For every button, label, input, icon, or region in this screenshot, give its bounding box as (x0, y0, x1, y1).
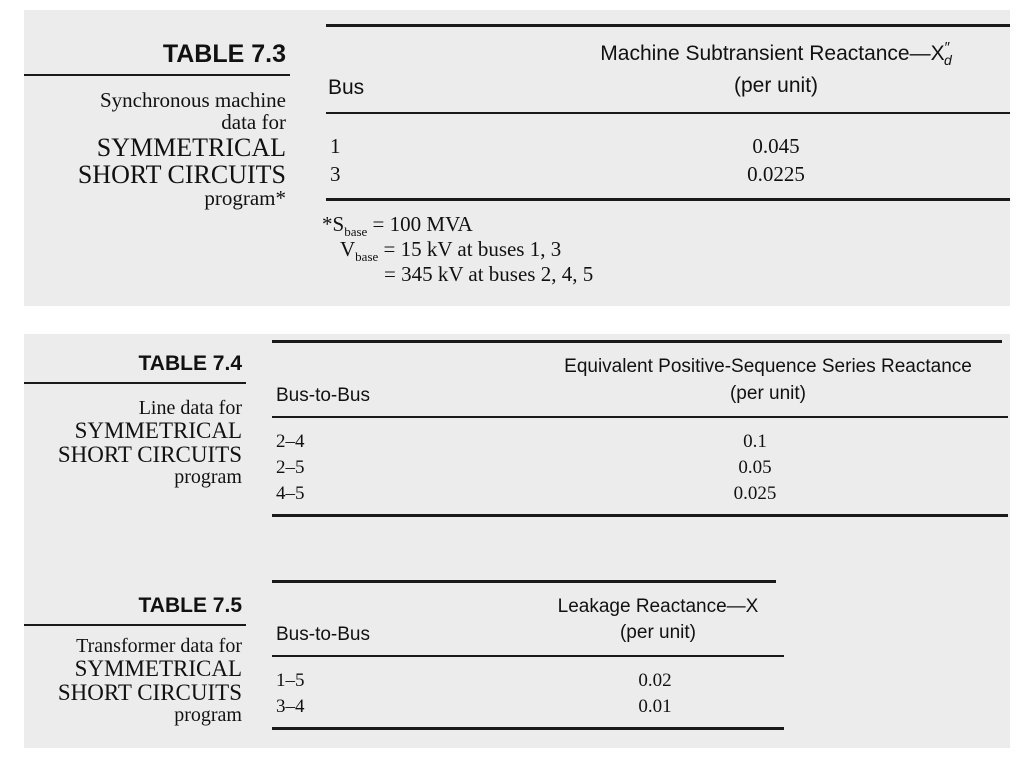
table-7-5-caption (24, 636, 242, 725)
table-7-4-bottom-rule (272, 514, 1008, 517)
table-7-4-label: TABLE 7.4 (138, 352, 242, 375)
table-7-5-header-rule (272, 655, 784, 657)
table-row-value: 0.05 (738, 457, 772, 478)
table-7-4-caption (24, 398, 242, 487)
col-header-unit: (per unit) (733, 74, 819, 97)
footnote-vbase-2: = 345 kV at buses 2, 4, 5 (384, 262, 594, 286)
table-7-3-caption (24, 90, 286, 210)
col-header-sup: ″ (944, 39, 950, 56)
table-7-5-label-rule (24, 624, 246, 626)
col-header-sub: d (943, 52, 952, 69)
table-7-3-label: TABLE 7.3 (162, 40, 286, 68)
table-7-3-bottom-rule (326, 198, 1010, 201)
caption-line: program (174, 703, 242, 726)
table-7-3-footnote (322, 212, 593, 287)
table-row-bus: 1 (330, 134, 341, 158)
table-row-pair: 4–5 (276, 483, 305, 504)
col-header-reactance: Leakage Reactance—X (557, 596, 759, 617)
caption-line: SYMMETRICAL (74, 655, 242, 681)
col-header-unit: (per unit) (619, 622, 697, 643)
col-header-bus-to-bus: Bus-to-Bus (276, 624, 370, 645)
caption-line: SYMMETRICAL (74, 417, 242, 443)
footnote-vbase: $V_{base} = 15$ kV at buses 1, 3 (340, 237, 562, 265)
caption-line: Synchronous machine (99, 88, 286, 112)
table-7-4-top-rule (272, 340, 1002, 343)
col-header-bus-to-bus: Bus-to-Bus (276, 385, 370, 406)
col-header-reactance-main: Machine Subtransient Reactance—X (600, 42, 945, 65)
col-header-reactance: Equivalent Positive-Sequence Series Reactance (564, 356, 972, 377)
caption-line: SHORT CIRCUITS (57, 441, 242, 467)
table-row-pair: 2–4 (276, 431, 305, 452)
table-7-5-bottom-rule (272, 727, 784, 730)
table-7-5-top-rule (272, 580, 776, 583)
caption-line: SHORT CIRCUITS (77, 159, 286, 189)
table-7-3-top-rule (326, 24, 1010, 27)
table-7-4-header-rule (272, 416, 1008, 418)
table-row-bus: 3 (330, 162, 341, 186)
caption-line: program* (204, 185, 286, 210)
table-row-value: 0.0225 (747, 162, 805, 186)
caption-line: Transformer data for (76, 635, 242, 657)
table-7-3-header-rule (326, 112, 1010, 114)
caption-line: SHORT CIRCUITS (57, 679, 242, 705)
table-7-5-label: TABLE 7.5 (138, 594, 242, 617)
table-7-4-label-rule (24, 382, 246, 384)
table-row-pair: 1–5 (276, 670, 305, 691)
caption-line: data for (221, 109, 286, 134)
table-row-value: 0.01 (638, 696, 672, 717)
col-header-unit: (per unit) (729, 383, 807, 404)
table-row-value: 0.02 (638, 670, 672, 691)
table-row-pair: 3–4 (276, 696, 305, 717)
caption-line: program (174, 465, 242, 488)
table-7-3-label-rule (24, 74, 290, 76)
footnote-sbase: $*S_{base} = 100$ MVA (322, 212, 473, 240)
col-header-reactance (526, 39, 1024, 69)
caption-line: Line data for (138, 397, 242, 419)
table-row-value: 0.025 (733, 483, 777, 504)
table-row-value: 0.1 (743, 431, 767, 452)
table-row-value: 0.045 (752, 134, 800, 158)
col-header-bus: Bus (328, 76, 365, 99)
caption-line: SYMMETRICAL (96, 132, 286, 162)
table-row-pair: 2–5 (276, 457, 305, 478)
